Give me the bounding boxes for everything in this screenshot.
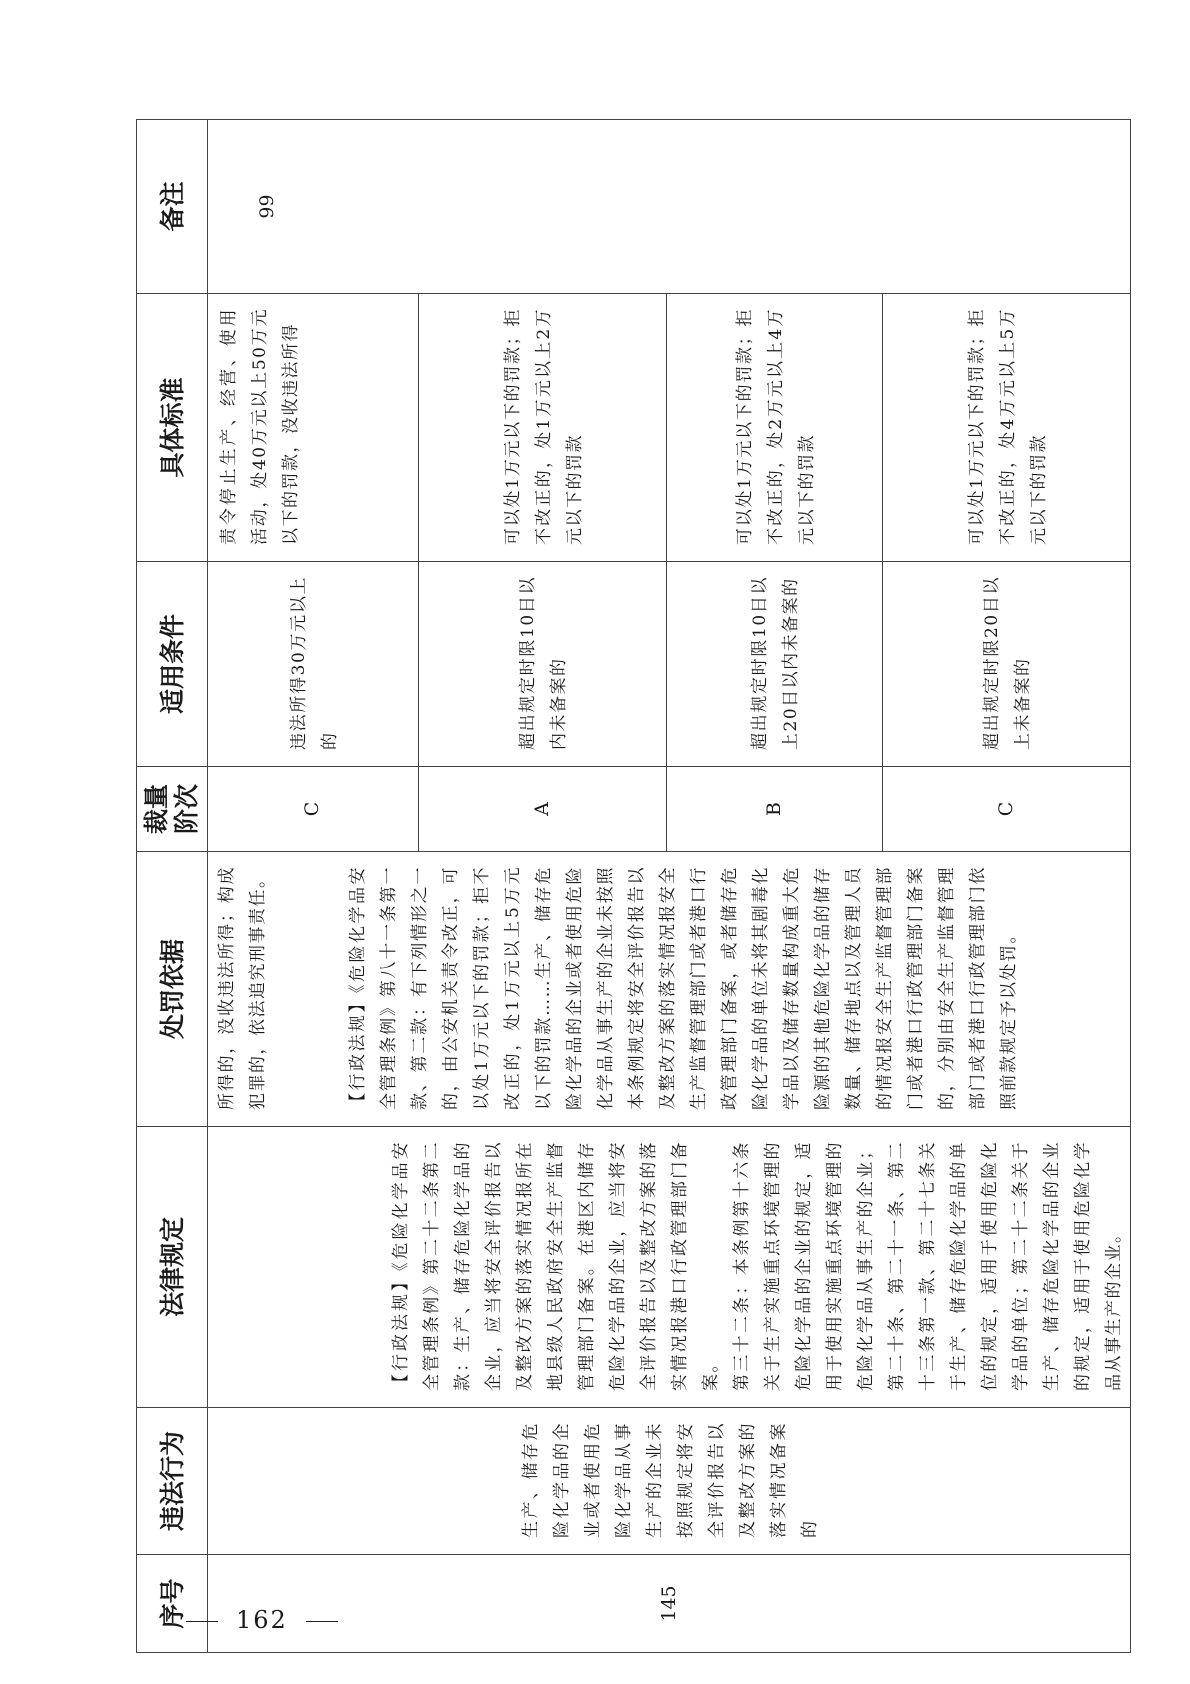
level-cell: C <box>882 767 1130 852</box>
condition-cell <box>208 562 419 767</box>
condition-text: 超出规定时限20日以上未备案的 <box>982 576 1034 750</box>
standard-cell <box>666 294 882 562</box>
condition-cell <box>418 562 666 767</box>
note-text: 99 <box>256 194 278 219</box>
law-provision-cell <box>208 1127 1131 1408</box>
note-cell <box>208 120 1131 294</box>
header-law: 法律规定 <box>137 1127 208 1408</box>
table-row <box>208 120 419 1653</box>
condition-cell <box>666 562 882 767</box>
penalty-basis-main: 【行政法规】《危险化学品安全管理条例》第八十一条第一款、第二款：有下列情形之一的，由公安机关责令改正，可以处1万元以下的罚款；拒不改正的，处1万元以上5万元以下的罚款……生产、储存危险化学品的企业或者使用危险化学品从事生产的企业未按照本条例规定将安全评价报告以及整改方案的落实情况报安全生产监督管理部门或者港口行政管理部门备案，或者储存危险化学品的单位未将其剧毒化学品以及储存数量构成重大危险源的其他危险化学品的储存数量、储存地点以及管理人员的情况报安全生产监督管理部门或者港口行政管理部门备案的，分别由安全生产监督管理部门或者港口行政管理部门依照前款规定予以处罚。 <box>348 866 1019 1110</box>
standard-cell <box>208 294 419 562</box>
standard-text: 可以处1万元以下的罚款；拒不改正的，处4万元以上5万元以下的罚款 <box>966 308 1049 545</box>
header-standard: 具体标准 <box>137 294 208 562</box>
header-level-line2: 阶次 <box>172 784 201 835</box>
header-basis: 处罚依据 <box>137 852 208 1127</box>
law-provision-1: 【行政法规】《危险化学品安全管理条例》第二十二条第二款：生产、储存危险化学品的企业，应当将安全评价报告以及整改方案的落实情况报所在地县级人民政府安全生产监督管理部门备案。在港区内储存危险化学品的企业，应当将安全评价报告以及整改方案的落实情况报港口行政管理部门备案。 <box>391 1141 721 1391</box>
standard-text: 责令停止生产、经营、使用活动，处40万元以上50万元以下的罚款，没收违法所得 <box>219 308 301 545</box>
violation-act-cell <box>208 1408 1131 1555</box>
record-number: 145 <box>208 1555 1131 1653</box>
level-cell: A <box>418 767 666 852</box>
level-cell: B <box>666 767 882 852</box>
rotated-table-page <box>136 120 1124 1653</box>
header-condition: 适用条件 <box>137 562 208 767</box>
standard-text: 可以处1万元以下的罚款；拒不改正的，处2万元以上4万元以下的罚款 <box>734 308 817 545</box>
standard-cell <box>882 294 1130 562</box>
header-number: 序号 <box>137 1555 208 1653</box>
standard-cell <box>418 294 666 562</box>
header-level-line1: 裁量 <box>142 784 171 835</box>
penalty-basis-cell <box>208 852 1131 1127</box>
header-row <box>137 120 208 1653</box>
standard-text: 可以处1万元以下的罚款；拒不改正的，处1万元以上2万元以下的罚款 <box>502 308 585 545</box>
condition-text: 超出规定时限10日以上20日以内未备案的 <box>750 576 802 750</box>
level-cell: C <box>208 767 419 852</box>
condition-text: 违法所得30万元以上的 <box>288 576 340 750</box>
page-number <box>168 1606 356 1634</box>
header-level <box>137 767 208 852</box>
page-number-text: 162 <box>236 1606 288 1634</box>
condition-text: 超出规定时限10日以内未备案的 <box>518 576 570 750</box>
violation-act: 生产、储存危险化学品的企业或者使用危险化学品从事生产的企业未按照规定将安全评价报告以及整改方案的落实情况备案的 <box>521 1422 820 1538</box>
law-provision-2: 第三十二条：本条例第十六条关于生产实施重点环境管理的危险化学品的企业的规定，适用于使用实施重点环境管理的危险化学品从事生产的企业；第二十条、第二十一条、第二十三条第一款、第二十七条关于生产、储存危险化学品的单位的规定，适用于使用危险化学品的单位；第二十二条关于生产、储存危险化学品的企业的规定，适用于使用危险化学品从事生产的企业。 <box>732 1141 1124 1391</box>
page-dash-right <box>306 1621 338 1622</box>
page-dash-left <box>186 1621 218 1622</box>
header-note: 备注 <box>137 120 208 294</box>
condition-cell <box>882 562 1130 767</box>
header-act: 违法行为 <box>137 1408 208 1555</box>
penalty-basis-tail: 所得的，没收违法所得；构成犯罪的，依法追究刑事责任。 <box>217 866 268 1110</box>
penalty-table <box>136 119 1131 1653</box>
